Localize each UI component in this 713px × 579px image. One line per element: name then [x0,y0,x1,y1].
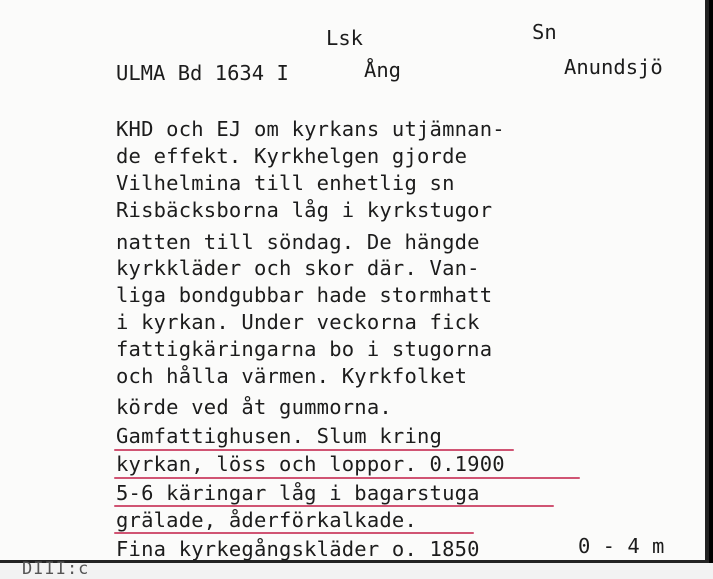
highlight-underline [114,477,580,479]
body-line: 5-6 käringar låg i bagarstuga [116,481,480,505]
highlight-underline [114,505,554,507]
body-line: Vilhelmina till enhetlig sn [116,171,455,195]
body-line: KHD och EJ om kyrkans utjämnan- [116,117,505,141]
highlight-underline [114,449,514,451]
body-line: natten till söndag. De hängde [116,230,480,254]
body-line: och hålla värmen. Kyrkfolket [116,364,468,388]
body-line: grälade, åderförkalkade. [116,508,418,532]
highlight-underline [114,532,474,534]
category-label: Lsk [326,26,364,50]
body-line: kyrkan, löss och loppor. 0.1900 [116,452,505,476]
body-line: kyrkkläder och skor där. Van- [116,256,480,280]
body-line: körde ved åt gummorna. [116,395,392,419]
body-line: de effekt. Kyrkhelgen gjorde [116,144,468,168]
body-line: liga bondgubbar hade stormhatt [116,283,493,307]
place-small: Ång [364,58,402,82]
bottom-strip [0,563,713,579]
reference-code: ULMA Bd 1634 I [116,61,289,85]
body-line: i kyrkan. Under veckorna fick [116,310,480,334]
footer-range: 0 - 4 m [578,534,665,558]
parish-name: Anundsjö [564,55,663,79]
body-line: Gamfattighusen. Slum kring [116,424,443,448]
margin-note: DIII:c [22,559,90,579]
body-line: fattigkäringarna bo i stugorna [116,337,493,361]
footer-line: Fina kyrkegångskläder o. 1850 [116,537,480,561]
area-label: Sn [532,20,557,44]
body-line: Risbäcksborna låg i kyrkstugor [116,198,493,222]
